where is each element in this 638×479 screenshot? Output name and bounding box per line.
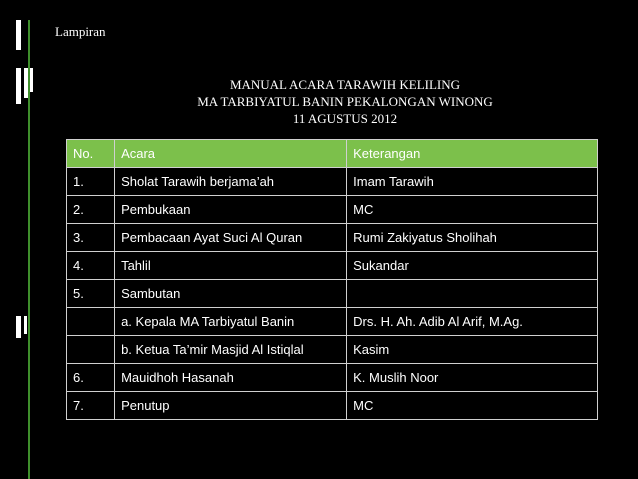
cell-acara: Penutup — [115, 392, 347, 420]
decor-bar — [24, 316, 27, 334]
heading-line-1: MANUAL ACARA TARAWIH KELILING — [229, 77, 461, 92]
heading-line-3: 11 AGUSTUS 2012 — [292, 111, 398, 126]
cell-no — [67, 308, 115, 336]
cell-keterangan: MC — [347, 196, 598, 224]
decor-bar — [16, 68, 21, 104]
table-row — [67, 364, 598, 392]
cell-acara: a. Kepala MA Tarbiyatul Banin — [115, 308, 347, 336]
cell-no: 6. — [67, 364, 115, 392]
cell-keterangan: MC — [347, 392, 598, 420]
schedule-table — [66, 139, 598, 420]
table-row — [67, 336, 598, 364]
table-row — [67, 196, 598, 224]
cell-keterangan: Sukandar — [347, 252, 598, 280]
cell-keterangan: Kasim — [347, 336, 598, 364]
table-row — [67, 252, 598, 280]
cell-no — [67, 336, 115, 364]
slide-label: Lampiran — [55, 24, 106, 39]
cell-keterangan — [347, 280, 598, 308]
table-row — [67, 392, 598, 420]
cell-acara: Pembukaan — [115, 196, 347, 224]
cell-acara: Pembacaan Ayat Suci Al Quran — [115, 224, 347, 252]
decor-bar — [30, 68, 33, 92]
cell-keterangan: Rumi Zakiyatus Sholihah — [347, 224, 598, 252]
cell-acara: b. Ketua Ta’mir Masjid Al Istiqlal — [115, 336, 347, 364]
header-keterangan: Keterangan — [347, 140, 598, 168]
cell-no: 4. — [67, 252, 115, 280]
cell-no: 2. — [67, 196, 115, 224]
cell-acara: Tahlil — [115, 252, 347, 280]
table-row — [67, 280, 598, 308]
decor-bar — [16, 20, 21, 50]
table-header-row — [67, 140, 598, 168]
header-acara: Acara — [115, 140, 347, 168]
table-row — [67, 224, 598, 252]
cell-acara: Sholat Tarawih berjama’ah — [115, 168, 347, 196]
cell-keterangan: Imam Tarawih — [347, 168, 598, 196]
heading-line-2: MA TARBIYATUL BANIN PEKALONGAN WINONG — [197, 94, 493, 109]
header-no: No. — [67, 140, 115, 168]
table-row — [67, 308, 598, 336]
decor-bar — [16, 316, 21, 338]
cell-acara: Sambutan — [115, 280, 347, 308]
cell-no: 1. — [67, 168, 115, 196]
cell-keterangan: K. Muslih Noor — [347, 364, 598, 392]
cell-no: 3. — [67, 224, 115, 252]
cell-no: 7. — [67, 392, 115, 420]
accent-line — [28, 20, 30, 479]
table-row — [67, 168, 598, 196]
cell-acara: Mauidhoh Hasanah — [115, 364, 347, 392]
cell-no: 5. — [67, 280, 115, 308]
cell-keterangan: Drs. H. Ah. Adib Al Arif, M.Ag. — [347, 308, 598, 336]
